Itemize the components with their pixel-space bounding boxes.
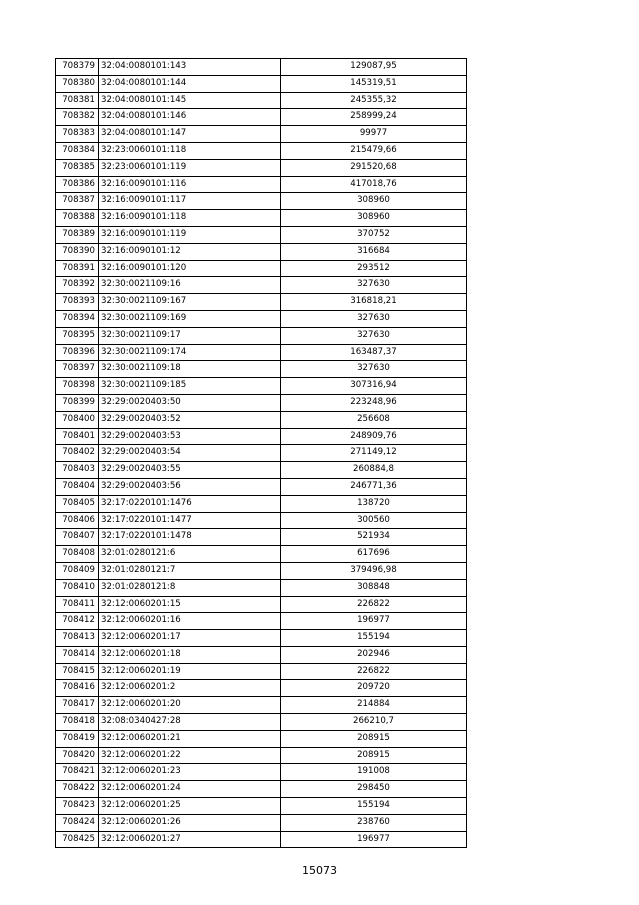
cadastral-number-cell: 32:12:0060201:19: [99, 663, 281, 680]
row-id-cell: 708412: [56, 613, 99, 630]
row-id-cell: 708400: [56, 411, 99, 428]
row-id-cell: 708396: [56, 344, 99, 361]
cadastral-number-cell: 32:16:0090101:119: [99, 226, 281, 243]
value-cell: 300560: [281, 512, 467, 529]
value-cell: 129087,95: [281, 59, 467, 76]
row-id-cell: 708402: [56, 445, 99, 462]
row-id-cell: 708420: [56, 747, 99, 764]
value-cell: 327630: [281, 361, 467, 378]
table-row: [56, 512, 467, 529]
cadastral-number-cell: 32:17:0220101:1476: [99, 495, 281, 512]
row-id-cell: 708417: [56, 697, 99, 714]
table-row: [56, 781, 467, 798]
value-cell: 214884: [281, 697, 467, 714]
row-id-cell: 708392: [56, 277, 99, 294]
table-row: [56, 411, 467, 428]
row-id-cell: 708413: [56, 630, 99, 647]
row-id-cell: 708386: [56, 176, 99, 193]
cadastral-number-cell: 32:29:0020403:55: [99, 462, 281, 479]
cadastral-number-cell: 32:08:0340427:28: [99, 714, 281, 731]
cadastral-number-cell: 32:12:0060201:17: [99, 630, 281, 647]
row-id-cell: 708389: [56, 226, 99, 243]
cadastral-number-cell: 32:12:0060201:16: [99, 613, 281, 630]
cadastral-number-cell: 32:12:0060201:26: [99, 814, 281, 831]
row-id-cell: 708414: [56, 646, 99, 663]
table-row: [56, 193, 467, 210]
row-id-cell: 708425: [56, 831, 99, 848]
row-id-cell: 708408: [56, 546, 99, 563]
cadastral-number-cell: 32:29:0020403:56: [99, 478, 281, 495]
table-row: [56, 562, 467, 579]
table-row: [56, 495, 467, 512]
table-row: [56, 159, 467, 176]
row-id-cell: 708422: [56, 781, 99, 798]
table-row: [56, 260, 467, 277]
row-id-cell: 708407: [56, 529, 99, 546]
row-id-cell: 708388: [56, 210, 99, 227]
row-id-cell: 708415: [56, 663, 99, 680]
cadastral-number-cell: 32:16:0090101:118: [99, 210, 281, 227]
value-cell: 138720: [281, 495, 467, 512]
row-id-cell: 708404: [56, 478, 99, 495]
row-id-cell: 708410: [56, 579, 99, 596]
value-cell: 196977: [281, 613, 467, 630]
row-id-cell: 708381: [56, 92, 99, 109]
table-row: [56, 59, 467, 76]
row-id-cell: 708382: [56, 109, 99, 126]
value-cell: 327630: [281, 327, 467, 344]
cadastral-number-cell: 32:01:0280121:7: [99, 562, 281, 579]
cadastral-number-cell: 32:12:0060201:15: [99, 596, 281, 613]
table-row: [56, 814, 467, 831]
value-cell: 298450: [281, 781, 467, 798]
value-cell: 293512: [281, 260, 467, 277]
row-id-cell: 708384: [56, 142, 99, 159]
value-cell: 163487,37: [281, 344, 467, 361]
table-row: [56, 142, 467, 159]
value-cell: 308848: [281, 579, 467, 596]
table-row: [56, 831, 467, 848]
value-cell: 379496,98: [281, 562, 467, 579]
value-cell: 99977: [281, 126, 467, 143]
row-id-cell: 708411: [56, 596, 99, 613]
value-cell: 291520,68: [281, 159, 467, 176]
table-row: [56, 663, 467, 680]
cadastral-number-cell: 32:30:0021109:18: [99, 361, 281, 378]
table-row: [56, 529, 467, 546]
cadastral-number-cell: 32:16:0090101:12: [99, 243, 281, 260]
table-row: [56, 394, 467, 411]
table-row: [56, 294, 467, 311]
table-row: [56, 226, 467, 243]
cadastral-number-cell: 32:30:0021109:167: [99, 294, 281, 311]
cadastral-number-cell: 32:12:0060201:20: [99, 697, 281, 714]
row-id-cell: 708409: [56, 562, 99, 579]
table-row: [56, 798, 467, 815]
cadastral-number-cell: 32:04:0080101:144: [99, 75, 281, 92]
table-row: [56, 361, 467, 378]
table-row: [56, 277, 467, 294]
value-cell: 202946: [281, 646, 467, 663]
table-row: [56, 92, 467, 109]
table-row: [56, 327, 467, 344]
value-cell: 327630: [281, 310, 467, 327]
row-id-cell: 708418: [56, 714, 99, 731]
table-row: [56, 378, 467, 395]
value-cell: 316684: [281, 243, 467, 260]
row-id-cell: 708416: [56, 680, 99, 697]
cadastral-number-cell: 32:16:0090101:120: [99, 260, 281, 277]
row-id-cell: 708390: [56, 243, 99, 260]
table-row: [56, 478, 467, 495]
value-cell: 245355,32: [281, 92, 467, 109]
cadastral-number-cell: 32:04:0080101:143: [99, 59, 281, 76]
table-body: [56, 59, 467, 848]
cadastral-value-table: [55, 58, 467, 848]
row-id-cell: 708399: [56, 394, 99, 411]
row-id-cell: 708387: [56, 193, 99, 210]
table-row: [56, 210, 467, 227]
row-id-cell: 708424: [56, 814, 99, 831]
value-cell: 617696: [281, 546, 467, 563]
value-cell: 215479,66: [281, 142, 467, 159]
table-row: [56, 596, 467, 613]
cadastral-number-cell: 32:17:0220101:1477: [99, 512, 281, 529]
value-cell: 370752: [281, 226, 467, 243]
cadastral-number-cell: 32:23:0060101:119: [99, 159, 281, 176]
row-id-cell: 708406: [56, 512, 99, 529]
table-row: [56, 697, 467, 714]
value-cell: 307316,94: [281, 378, 467, 395]
row-id-cell: 708397: [56, 361, 99, 378]
cadastral-number-cell: 32:30:0021109:185: [99, 378, 281, 395]
value-cell: 155194: [281, 798, 467, 815]
cadastral-number-cell: 32:04:0080101:146: [99, 109, 281, 126]
table-row: [56, 126, 467, 143]
cadastral-number-cell: 32:17:0220101:1478: [99, 529, 281, 546]
cadastral-number-cell: 32:12:0060201:21: [99, 730, 281, 747]
table-row: [56, 428, 467, 445]
cadastral-number-cell: 32:30:0021109:17: [99, 327, 281, 344]
row-id-cell: 708394: [56, 310, 99, 327]
value-cell: 248909,76: [281, 428, 467, 445]
cadastral-number-cell: 32:16:0090101:116: [99, 176, 281, 193]
cadastral-number-cell: 32:30:0021109:16: [99, 277, 281, 294]
cadastral-number-cell: 32:12:0060201:2: [99, 680, 281, 697]
row-id-cell: 708385: [56, 159, 99, 176]
row-id-cell: 708405: [56, 495, 99, 512]
row-id-cell: 708403: [56, 462, 99, 479]
table-row: [56, 646, 467, 663]
row-id-cell: 708380: [56, 75, 99, 92]
value-cell: 258999,24: [281, 109, 467, 126]
cadastral-number-cell: 32:04:0080101:147: [99, 126, 281, 143]
value-cell: 191008: [281, 764, 467, 781]
value-cell: 246771,36: [281, 478, 467, 495]
table-row: [56, 75, 467, 92]
value-cell: 223248,96: [281, 394, 467, 411]
cadastral-number-cell: 32:12:0060201:24: [99, 781, 281, 798]
value-cell: 327630: [281, 277, 467, 294]
cadastral-number-cell: 32:01:0280121:8: [99, 579, 281, 596]
table-row: [56, 109, 467, 126]
value-cell: 145319,51: [281, 75, 467, 92]
row-id-cell: 708391: [56, 260, 99, 277]
value-cell: 226822: [281, 663, 467, 680]
row-id-cell: 708379: [56, 59, 99, 76]
value-cell: 521934: [281, 529, 467, 546]
table-row: [56, 176, 467, 193]
table-row: [56, 546, 467, 563]
value-cell: 196977: [281, 831, 467, 848]
table-row: [56, 730, 467, 747]
cadastral-number-cell: 32:12:0060201:23: [99, 764, 281, 781]
table-row: [56, 310, 467, 327]
table-row: [56, 630, 467, 647]
value-cell: 308960: [281, 210, 467, 227]
cadastral-number-cell: 32:12:0060201:18: [99, 646, 281, 663]
value-cell: 256608: [281, 411, 467, 428]
cadastral-number-cell: 32:04:0080101:145: [99, 92, 281, 109]
value-cell: 226822: [281, 596, 467, 613]
value-cell: 238760: [281, 814, 467, 831]
row-id-cell: 708393: [56, 294, 99, 311]
value-cell: 271149,12: [281, 445, 467, 462]
table-row: [56, 344, 467, 361]
row-id-cell: 708395: [56, 327, 99, 344]
cadastral-number-cell: 32:29:0020403:53: [99, 428, 281, 445]
value-cell: 266210,7: [281, 714, 467, 731]
page-number: 15073: [302, 864, 337, 877]
value-cell: 308960: [281, 193, 467, 210]
table-row: [56, 680, 467, 697]
cadastral-number-cell: 32:29:0020403:54: [99, 445, 281, 462]
cadastral-number-cell: 32:30:0021109:174: [99, 344, 281, 361]
value-cell: 417018,76: [281, 176, 467, 193]
table-row: [56, 579, 467, 596]
row-id-cell: 708383: [56, 126, 99, 143]
table-row: [56, 243, 467, 260]
value-cell: 209720: [281, 680, 467, 697]
cadastral-number-cell: 32:01:0280121:6: [99, 546, 281, 563]
cadastral-number-cell: 32:12:0060201:22: [99, 747, 281, 764]
table-row: [56, 747, 467, 764]
value-cell: 260884,8: [281, 462, 467, 479]
value-cell: 155194: [281, 630, 467, 647]
value-cell: 316818,21: [281, 294, 467, 311]
cadastral-number-cell: 32:16:0090101:117: [99, 193, 281, 210]
cadastral-number-cell: 32:12:0060201:27: [99, 831, 281, 848]
row-id-cell: 708419: [56, 730, 99, 747]
table-row: [56, 764, 467, 781]
table-row: [56, 462, 467, 479]
cadastral-number-cell: 32:30:0021109:169: [99, 310, 281, 327]
row-id-cell: 708423: [56, 798, 99, 815]
value-cell: 208915: [281, 730, 467, 747]
table-row: [56, 714, 467, 731]
row-id-cell: 708421: [56, 764, 99, 781]
cadastral-number-cell: 32:23:0060101:118: [99, 142, 281, 159]
value-cell: 208915: [281, 747, 467, 764]
cadastral-number-cell: 32:12:0060201:25: [99, 798, 281, 815]
table-row: [56, 613, 467, 630]
row-id-cell: 708398: [56, 378, 99, 395]
table-row: [56, 445, 467, 462]
cadastral-number-cell: 32:29:0020403:50: [99, 394, 281, 411]
cadastral-number-cell: 32:29:0020403:52: [99, 411, 281, 428]
row-id-cell: 708401: [56, 428, 99, 445]
